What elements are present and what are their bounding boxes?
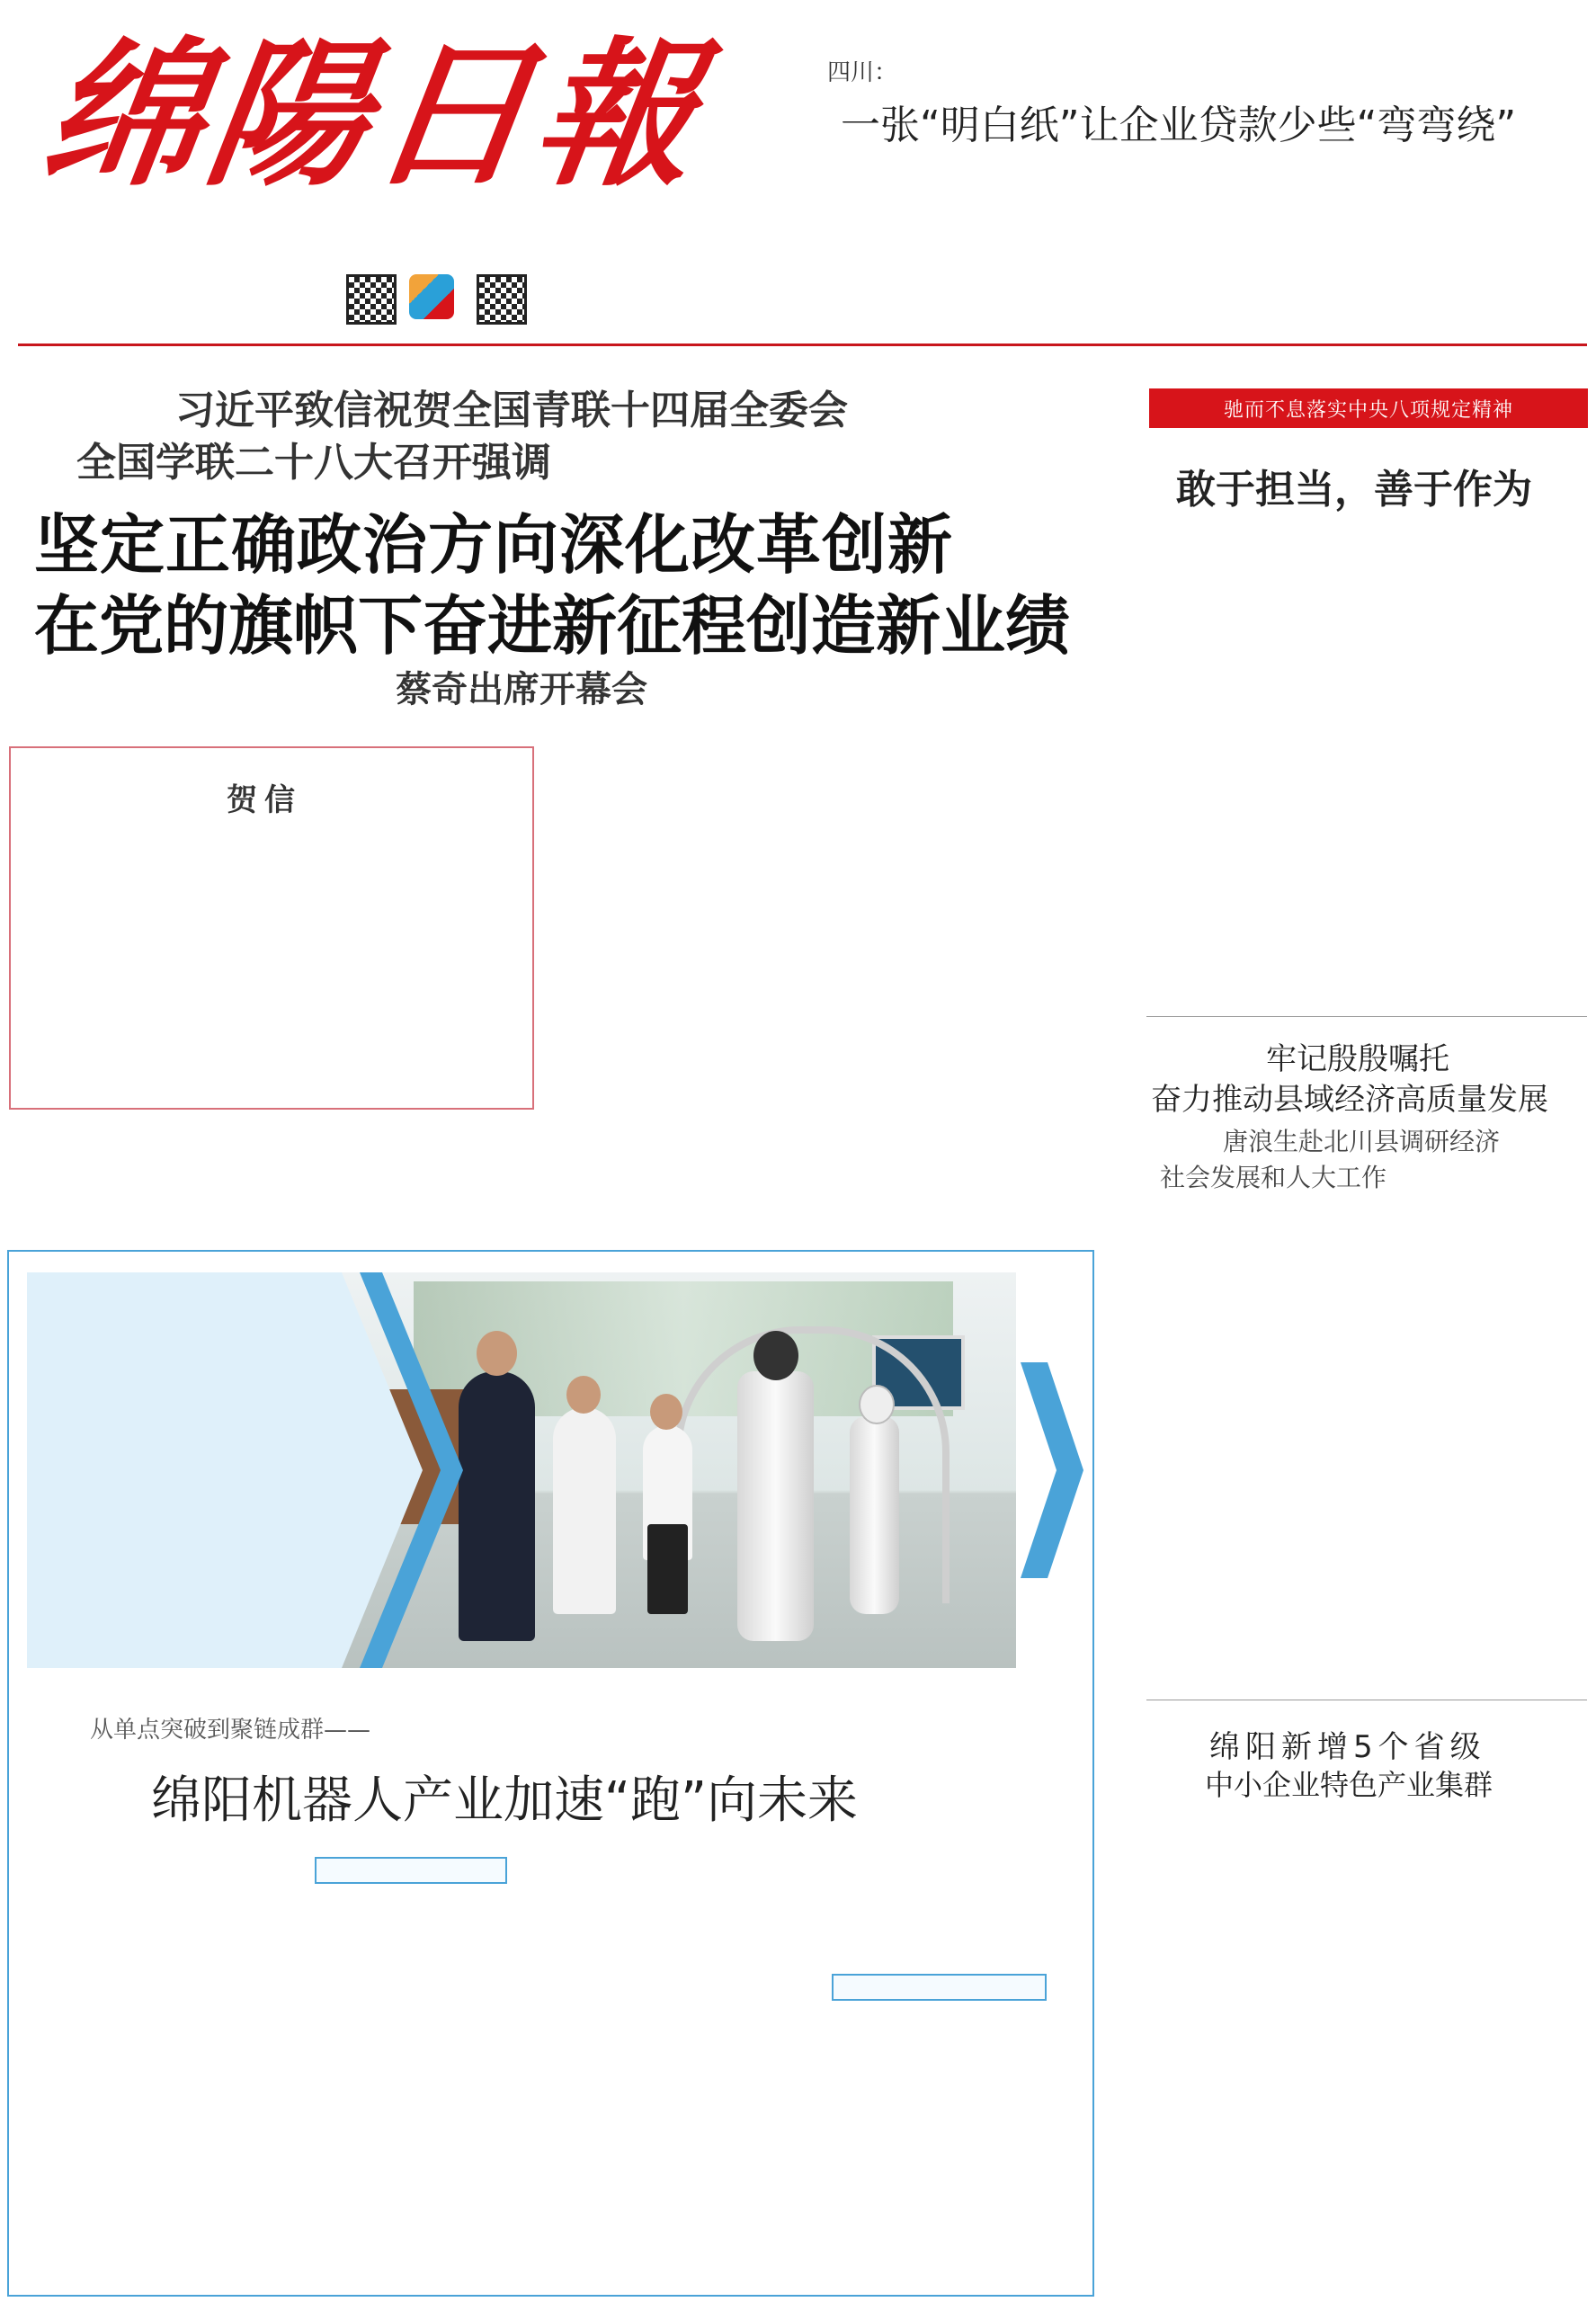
sidebar-tag: 驰而不息落实中央八项规定精神 (1149, 388, 1588, 428)
lead-subhead: 蔡奇出席开幕会 (396, 668, 647, 710)
story2-headline[interactable]: 奋力推动县域经济高质量发展 (1151, 1082, 1548, 1118)
story3-column (1376, 1821, 1587, 2271)
sidebar-headline[interactable]: 敢于担当，善于作为 (1176, 467, 1532, 513)
lead-kicker: 全国学联二十八大召开强调 (76, 440, 551, 486)
letter-body (285, 834, 501, 1085)
top-story-byline (814, 166, 940, 184)
letter-body (47, 834, 263, 1085)
qr-code-icon (346, 274, 397, 325)
story2-column (1376, 1209, 1587, 1673)
feature-kicker: 从单点突破到聚链成群—— (90, 1717, 371, 1744)
infographic-text (67, 1488, 310, 1632)
letter-box-title: 贺信 (227, 782, 302, 818)
story2-column (1146, 1209, 1353, 1673)
feature-section-tag (315, 1857, 507, 1884)
lead-body-column (836, 746, 1088, 1214)
sidebar-divider (1146, 1016, 1587, 1017)
qr-code-icon (477, 274, 527, 325)
story3-headline[interactable]: 绵阳新增5个省级 (1209, 1729, 1486, 1765)
masthead-info-text (90, 274, 333, 328)
top-story-headline[interactable]: 一张“明白纸”让企业贷款少些“弯弯绕” (841, 103, 1517, 148)
feature-body-column (818, 1834, 1070, 1960)
lead-body-column (279, 1120, 535, 1218)
feature-body-column (557, 1834, 796, 2257)
story2-subhead: 社会发展和人大工作 (1160, 1163, 1387, 1192)
story3-headline[interactable]: 中小企业特色产业集群 (1205, 1768, 1493, 1802)
story2-headline[interactable]: 牢记殷殷嘱托 (1266, 1041, 1449, 1077)
sidebar-byline (1146, 544, 1281, 562)
masthead-divider (18, 344, 1587, 346)
lead-body-column (9, 1120, 252, 1218)
feature-body-column (818, 2010, 1070, 2257)
story3-column (1146, 1821, 1353, 2271)
letter-box (9, 746, 534, 1110)
top-story-column (1079, 184, 1322, 328)
feature-byline (27, 2253, 225, 2271)
feature-section-tag (832, 1974, 1047, 2001)
app-logo-icon (409, 274, 454, 319)
lead-kicker: 习近平致信祝贺全国青联十四届全委会 (175, 388, 848, 433)
photo-caption (423, 1673, 1007, 1687)
lead-headline[interactable]: 在党的旗帜下奋进新征程创造新业绩 (34, 588, 1071, 664)
feature-body-column (297, 1888, 531, 2257)
top-story-column (1349, 171, 1583, 328)
feature-headline[interactable]: 绵阳机器人产业加速“跑”向未来 (151, 1771, 859, 1830)
top-story-column (814, 193, 1057, 328)
lead-body-column (562, 746, 809, 1214)
masthead-info-text (539, 274, 773, 328)
lead-headline[interactable]: 坚定正确政治方向深化改革创新 (34, 507, 954, 583)
feature-body-column (27, 1848, 270, 2244)
sidebar-column (1376, 540, 1587, 985)
story2-subhead: 唐浪生赴北川县调研经济 (1223, 1127, 1501, 1156)
top-story-kicker: 四川： (827, 59, 898, 86)
arrow-stripe (1021, 1362, 1083, 1578)
masthead-title: 绵陽日報 (32, 22, 714, 208)
infographic-text (67, 1322, 310, 1493)
sidebar-column (1146, 571, 1353, 985)
